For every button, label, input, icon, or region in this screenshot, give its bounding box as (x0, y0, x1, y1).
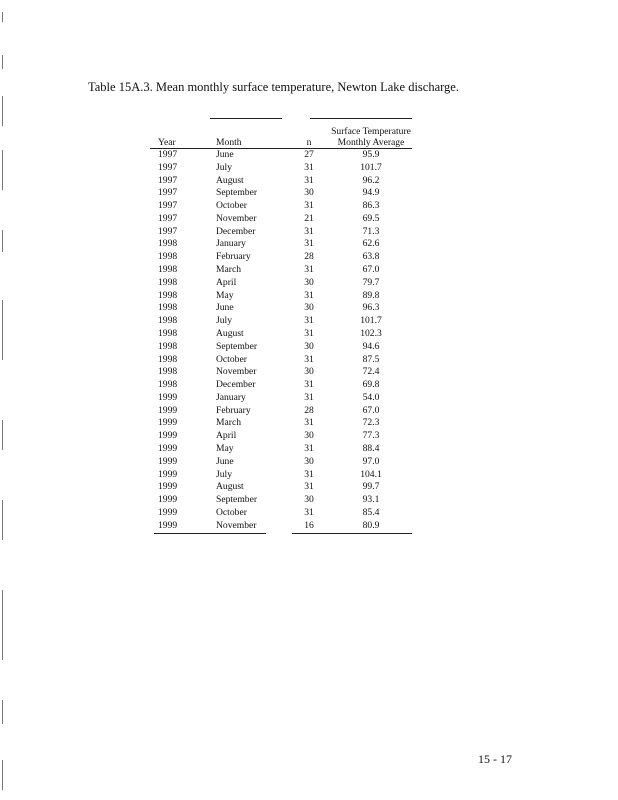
cell-n: 27 (304, 149, 314, 160)
cell-year: 1999 (158, 391, 178, 403)
cell-n: 31 (304, 200, 314, 212)
cell-n: 31 (304, 442, 314, 454)
table-row (150, 290, 412, 303)
cell-year: 1997 (158, 161, 178, 173)
cell-year: 1999 (158, 519, 178, 531)
cell-year: 1999 (158, 430, 178, 442)
cell-temperature: 69.5 (362, 212, 380, 224)
table-row (150, 315, 412, 328)
cell-n: 31 (304, 174, 314, 186)
cell-month: May (216, 442, 234, 454)
cell-temperature: 93.1 (362, 494, 380, 506)
cell-year: 1998 (158, 340, 178, 352)
temperature-table (150, 118, 412, 532)
cell-temperature: 71.3 (362, 225, 380, 237)
cell-n: 28 (304, 251, 314, 263)
cell-year: 1998 (158, 327, 178, 339)
cell-temperature: 88.4 (362, 442, 380, 454)
cell-year: 1999 (158, 455, 178, 467)
table-row (150, 417, 412, 430)
cell-temperature: 95.9 (362, 149, 380, 160)
table-row (150, 405, 412, 418)
table-row (150, 149, 412, 162)
cell-temperature: 85.4 (362, 506, 380, 518)
cell-temperature: 96.3 (362, 302, 380, 314)
cell-month: July (216, 315, 232, 327)
cell-n: 31 (304, 379, 314, 391)
cell-temperature: 89.8 (362, 289, 380, 301)
table-row (150, 494, 412, 507)
cell-temperature: 94.9 (362, 187, 380, 199)
cell-year: 1998 (158, 302, 178, 314)
cell-temperature: 87.5 (362, 353, 380, 365)
cell-month: March (216, 417, 242, 429)
cell-temperature: 86.3 (362, 200, 380, 212)
cell-temperature: 101.7 (360, 161, 382, 173)
table-row (150, 200, 412, 213)
cell-temperature: 54.0 (362, 391, 380, 403)
table-header-row (150, 118, 412, 149)
table-bottom-rule-left (154, 533, 266, 534)
cell-month: June (216, 149, 234, 160)
cell-month: November (216, 212, 257, 224)
table-top-rule-right (310, 118, 412, 119)
cell-temperature: 104.1 (360, 468, 382, 480)
cell-year: 1999 (158, 468, 178, 480)
cell-temperature: 72.4 (362, 366, 380, 378)
cell-temperature: 80.9 (362, 519, 380, 531)
cell-month: December (216, 225, 256, 237)
cell-year: 1998 (158, 353, 178, 365)
cell-year: 1999 (158, 481, 178, 493)
cell-temperature: 69.8 (362, 379, 380, 391)
cell-month: October (216, 200, 247, 212)
cell-month: November (216, 366, 257, 378)
header-month: Month (216, 137, 242, 148)
cell-n: 30 (304, 340, 314, 352)
header-n: n (306, 137, 312, 148)
cell-year: 1998 (158, 289, 178, 301)
table-row (150, 238, 412, 251)
table-row (150, 430, 412, 443)
table-row (150, 456, 412, 469)
cell-year: 1997 (158, 200, 178, 212)
table-row (150, 251, 412, 264)
header-temperature-line2: Monthly Average (337, 137, 405, 148)
cell-month: May (216, 289, 234, 301)
cell-year: 1998 (158, 276, 178, 288)
cell-year: 1999 (158, 404, 178, 416)
cell-temperature: 102.3 (360, 327, 382, 339)
table-row (150, 302, 412, 315)
cell-month: October (216, 353, 247, 365)
cell-temperature: 94.6 (362, 340, 380, 352)
table-row (150, 520, 412, 533)
cell-month: February (216, 404, 251, 416)
table-top-rule-left (210, 118, 282, 119)
table-caption: Table 15A.3. Mean monthly surface temperature, Newton Lake discharge. (88, 80, 459, 94)
table-row (150, 341, 412, 354)
cell-year: 1998 (158, 264, 178, 276)
cell-year: 1998 (158, 251, 178, 263)
cell-n: 31 (304, 417, 314, 429)
cell-temperature: 62.6 (362, 238, 380, 250)
cell-year: 1999 (158, 494, 178, 506)
cell-month: April (216, 276, 237, 288)
cell-n: 31 (304, 506, 314, 518)
cell-n: 16 (304, 519, 314, 531)
cell-n: 30 (304, 455, 314, 467)
table-row (150, 277, 412, 290)
cell-year: 1998 (158, 379, 178, 391)
cell-n: 31 (304, 391, 314, 403)
cell-n: 31 (304, 315, 314, 327)
cell-temperature: 99.7 (362, 481, 380, 493)
cell-temperature: 63.8 (362, 251, 380, 263)
cell-n: 31 (304, 481, 314, 493)
cell-month: June (216, 302, 234, 314)
cell-year: 1997 (158, 174, 178, 186)
cell-year: 1997 (158, 225, 178, 237)
cell-month: January (216, 391, 246, 403)
cell-n: 30 (304, 430, 314, 442)
cell-month: December (216, 379, 256, 391)
cell-n: 30 (304, 366, 314, 378)
cell-month: September (216, 187, 258, 199)
cell-temperature: 67.0 (362, 404, 380, 416)
cell-n: 30 (304, 494, 314, 506)
table-row (150, 469, 412, 482)
cell-year: 1997 (158, 212, 178, 224)
table-row (150, 366, 412, 379)
cell-month: July (216, 161, 232, 173)
cell-temperature: 72.3 (362, 417, 380, 429)
header-temperature (330, 118, 412, 149)
cell-n: 31 (304, 264, 314, 276)
cell-n: 31 (304, 225, 314, 237)
table-row (150, 328, 412, 341)
cell-temperature: 77.3 (362, 430, 380, 442)
cell-year: 1997 (158, 187, 178, 199)
header-year: Year (158, 137, 176, 148)
cell-month: August (216, 481, 244, 493)
cell-temperature: 79.7 (362, 276, 380, 288)
header-temperature-line1: Surface Temperature (331, 126, 411, 137)
cell-temperature: 101.7 (360, 315, 382, 327)
cell-month: September (216, 494, 258, 506)
cell-temperature: 67.0 (362, 264, 380, 276)
table-row (150, 481, 412, 494)
cell-n: 28 (304, 404, 314, 416)
cell-month: November (216, 519, 257, 531)
cell-month: October (216, 506, 247, 518)
cell-temperature: 97.0 (362, 455, 380, 467)
cell-month: August (216, 327, 244, 339)
cell-year: 1999 (158, 506, 178, 518)
cell-year: 1998 (158, 366, 178, 378)
table-row (150, 354, 412, 367)
table-row (150, 443, 412, 456)
cell-month: March (216, 264, 242, 276)
cell-n: 31 (304, 289, 314, 301)
scan-edge-marks (2, 0, 16, 800)
cell-year: 1997 (158, 149, 178, 160)
table-bottom-rule-right (292, 533, 412, 534)
table-row (150, 379, 412, 392)
cell-month: September (216, 340, 258, 352)
cell-n: 30 (304, 302, 314, 314)
cell-month: July (216, 468, 232, 480)
cell-temperature: 96.2 (362, 174, 380, 186)
cell-n: 21 (304, 212, 314, 224)
page-number: 15 - 17 (478, 752, 512, 766)
cell-n: 31 (304, 238, 314, 250)
cell-month: February (216, 251, 251, 263)
cell-n: 31 (304, 353, 314, 365)
table-row (150, 187, 412, 200)
cell-year: 1999 (158, 442, 178, 454)
cell-n: 31 (304, 468, 314, 480)
table-row (150, 226, 412, 239)
table-row (150, 162, 412, 175)
table-row (150, 213, 412, 226)
cell-month: August (216, 174, 244, 186)
cell-month: June (216, 455, 234, 467)
cell-year: 1998 (158, 315, 178, 327)
cell-n: 30 (304, 276, 314, 288)
table-row (150, 264, 412, 277)
cell-n: 31 (304, 327, 314, 339)
table-row (150, 175, 412, 188)
table-row (150, 507, 412, 520)
cell-n: 30 (304, 187, 314, 199)
cell-month: January (216, 238, 246, 250)
cell-month: April (216, 430, 237, 442)
cell-year: 1999 (158, 417, 178, 429)
cell-year: 1998 (158, 238, 178, 250)
cell-n: 31 (304, 161, 314, 173)
table-row (150, 392, 412, 405)
